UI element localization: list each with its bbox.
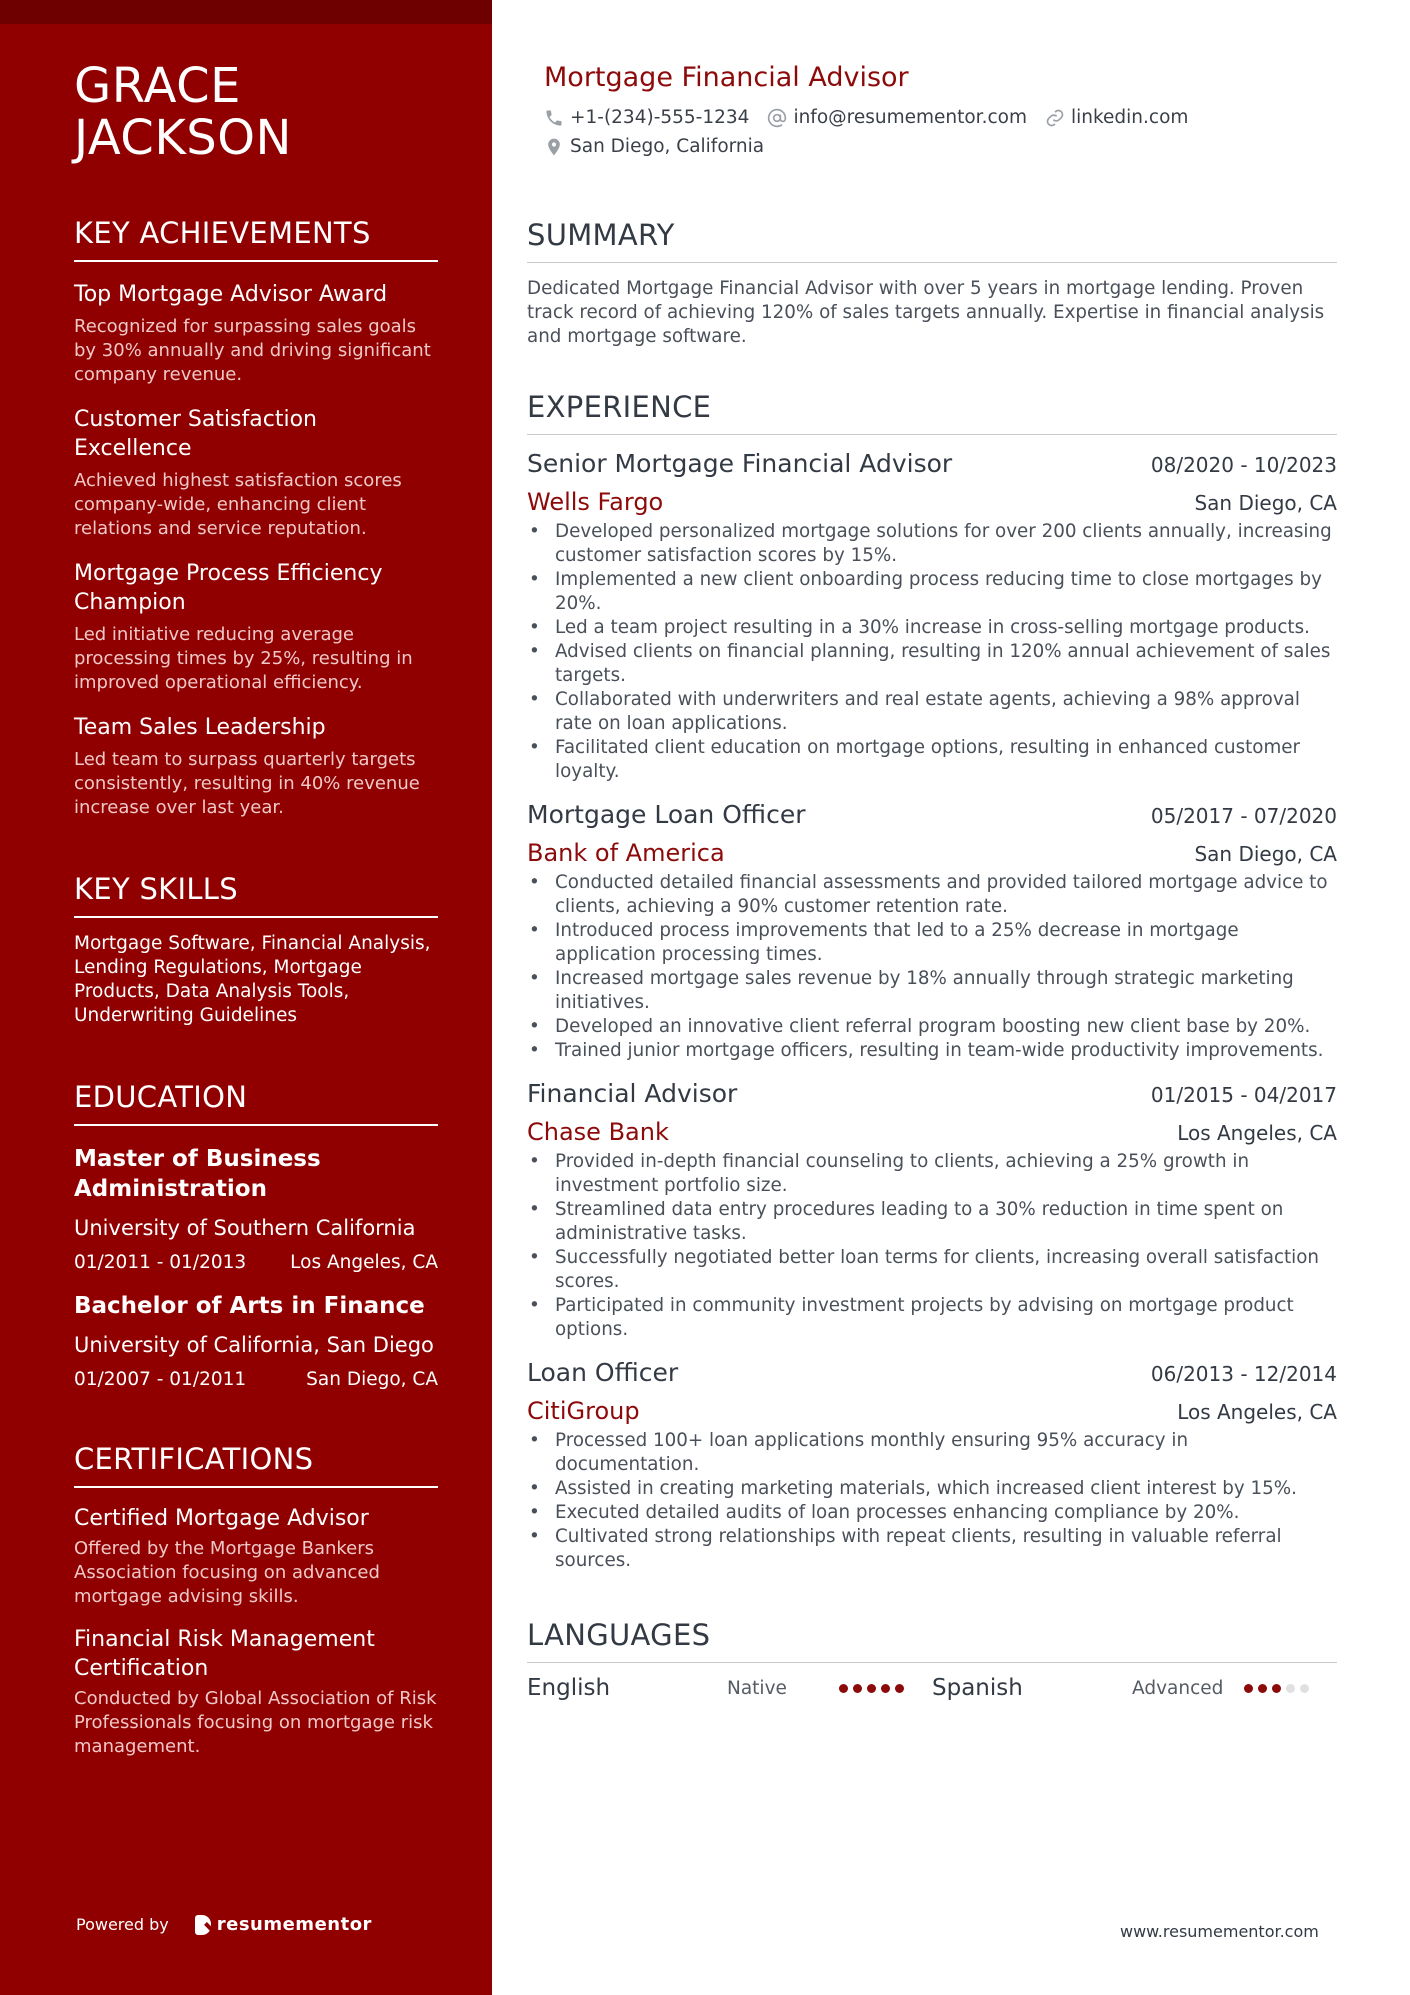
phone-icon (544, 108, 564, 128)
job-bullet: • Participated in community investment projects by advising on mortgage product options. (555, 1294, 1337, 1342)
rating-dot-filled (1244, 1684, 1253, 1693)
contact-row (544, 107, 1188, 128)
location-pin-icon (544, 137, 564, 157)
powered-by (76, 1914, 372, 1935)
languages-row (527, 1675, 1337, 1701)
job-bullet: • Executed detailed audits of loan processes enhancing compliance by 20%. (555, 1501, 1337, 1525)
job-role: Senior Mortgage Financial Advisor (527, 449, 953, 478)
job-bullet: • Developed personalized mortgage solutions for over 200 clients annually, increasing customer satisfaction scores by 15%. (555, 520, 1337, 568)
powered-by-label: Powered by (76, 1915, 169, 1934)
job-bullet: • Developed an innovative client referral program boosting new client base by 20%. (555, 1015, 1337, 1039)
job-subheader (527, 488, 1337, 516)
job-company: Chase Bank (527, 1118, 669, 1146)
contact-linkedin[interactable] (1045, 107, 1188, 128)
rating-dot-empty (1286, 1684, 1295, 1693)
achievement-title: Team Sales Leadership (74, 715, 326, 740)
job-role: Loan Officer (527, 1358, 679, 1387)
summary-heading: SUMMARY (527, 218, 1337, 263)
email-text: info@resumementor.com (793, 107, 1027, 128)
achievement-description: Led initiative reducing average processing times by 25%, resulting in improved operational efficiency. (74, 624, 413, 693)
job-bullets (527, 1150, 1337, 1342)
job-bullet: • Increased mortgage sales revenue by 18% annually through strategic marketing initiatives. (555, 967, 1337, 1015)
achievement-description: Recognized for surpassing sales goals by 30% annually and driving significant company revenue. (74, 316, 431, 385)
contact-phone[interactable] (544, 107, 749, 128)
skills-list: Mortgage Software, Financial Analysis, Lending Regulations, Mortgage Products, Data Analysis Tools, Underwriting Guidelines (74, 933, 431, 1026)
job-bullet: • Processed 100+ loan applications monthly ensuring 95% accuracy in documentation. (555, 1429, 1337, 1477)
candidate-name (74, 60, 438, 164)
rating-dot-filled (895, 1684, 904, 1693)
education-school: University of California, San Diego (74, 1333, 434, 1357)
job-dates: 01/2015 - 04/2017 (1150, 1083, 1337, 1107)
job-dates: 05/2017 - 07/2020 (1150, 804, 1337, 828)
job-bullet: • Collaborated with underwriters and real estate agents, achieving a 98% approval rate on loan applications. (555, 688, 1337, 736)
education-heading: EDUCATION (74, 1080, 438, 1126)
job-header (527, 1079, 1337, 1108)
job-subheader (527, 1118, 1337, 1146)
job-company: Wells Fargo (527, 488, 664, 516)
rating-dot-filled (881, 1684, 890, 1693)
certification-description: Offered by the Mortgage Bankers Association focusing on advanced mortgage advising skills. (74, 1538, 380, 1607)
achievements-list (74, 280, 438, 820)
language-name: English (527, 1675, 611, 1701)
certification-description: Conducted by Global Association of Risk Professionals focusing on mortgage risk management. (74, 1688, 437, 1757)
achievement-description: Achieved highest satisfaction scores company-wide, enhancing client relations and service reputation. (74, 470, 402, 539)
job-header (527, 449, 1337, 478)
rating-dot-filled (853, 1684, 862, 1693)
certifications-list (74, 1504, 438, 1759)
experience-section (527, 390, 1337, 1573)
achievement-description: Led team to surpass quarterly targets consistently, resulting in 40% revenue increase over last year. (74, 749, 420, 818)
job-bullet: • Streamlined data entry procedures leading to a 30% reduction in time spent on administrative tasks. (555, 1198, 1337, 1246)
education-meta (74, 1369, 438, 1390)
job-bullet: • Conducted detailed financial assessments and provided tailored mortgage advice to clients, achieving a 90% customer retention rate. (555, 871, 1337, 919)
job-bullet: • Provided in-depth financial counseling to clients, achieving a 25% growth in investment portfolio size. (555, 1150, 1337, 1198)
brand-logo[interactable] (195, 1914, 372, 1935)
language-level: Advanced (1132, 1677, 1224, 1699)
job-entry (527, 1358, 1337, 1573)
languages-section (527, 1618, 1337, 1701)
job-header (527, 1358, 1337, 1387)
certifications-heading: CERTIFICATIONS (74, 1442, 438, 1488)
education-item (74, 1291, 438, 1390)
phone-text: +1-(234)-555-1234 (570, 107, 750, 128)
job-header (527, 800, 1337, 829)
job-subheader (527, 839, 1337, 867)
job-role: Financial Advisor (527, 1079, 738, 1108)
job-entry (527, 1079, 1337, 1342)
job-bullet: • Facilitated client education on mortgage options, resulting in enhanced customer loyalty. (555, 736, 1337, 784)
job-bullets (527, 520, 1337, 784)
job-bullet: • Assisted in creating marketing materials, which increased client interest by 15%. (555, 1477, 1337, 1501)
certification-title: Certified Mortgage Advisor (74, 1506, 369, 1531)
job-company: Bank of America (527, 839, 725, 867)
education-degree: Master of Business Administration (74, 1146, 321, 1202)
contact-location (544, 136, 764, 157)
job-bullet: • Advised clients on financial planning, resulting in 120% annual achievement of sales targets. (555, 640, 1337, 688)
achievement-item (74, 559, 438, 695)
achievement-item (74, 405, 438, 541)
education-degree: Bachelor of Arts in Finance (74, 1293, 425, 1319)
certification-item (74, 1504, 438, 1609)
link-icon (1045, 108, 1065, 128)
certification-item (74, 1625, 438, 1759)
education-school: University of Southern California (74, 1216, 416, 1240)
contact-row-location (544, 136, 1188, 157)
rating-dot-empty (1300, 1684, 1309, 1693)
education-location: Los Angeles, CA (290, 1252, 438, 1273)
job-bullet: • Introduced process improvements that led to a 25% decrease in mortgage application processing times. (555, 919, 1337, 967)
education-location: San Diego, CA (306, 1369, 438, 1390)
job-location: San Diego, CA (1194, 491, 1337, 515)
sidebar-top-band (0, 0, 492, 24)
job-dates: 08/2020 - 10/2023 (1150, 453, 1337, 477)
resume-header (544, 62, 1188, 157)
language-level: Native (727, 1677, 787, 1699)
job-bullets (527, 871, 1337, 1063)
job-company: CitiGroup (527, 1397, 640, 1425)
languages-heading: LANGUAGES (527, 1618, 1337, 1663)
job-role: Mortgage Loan Officer (527, 800, 806, 829)
job-location: Los Angeles, CA (1177, 1121, 1337, 1145)
achievements-heading: KEY ACHIEVEMENTS (74, 216, 438, 262)
achievement-title: Customer Satisfaction Excellence (74, 407, 317, 461)
rating-dot-filled (1258, 1684, 1267, 1693)
education-item (74, 1144, 438, 1273)
education-meta (74, 1252, 438, 1273)
achievement-title: Top Mortgage Advisor Award (74, 282, 388, 307)
brand-logo-icon (195, 1915, 211, 1935)
summary-text: Dedicated Mortgage Financial Advisor with over 5 years in mortgage lending. Proven track record of achieving 120% of sales targets annually. Expertise in financial analysis and mortgage software. (527, 278, 1325, 347)
education-list (74, 1144, 438, 1390)
achievement-title: Mortgage Process Efficiency Champion (74, 561, 383, 615)
at-sign-icon (767, 108, 787, 128)
sidebar-content (74, 60, 438, 1759)
location-text: San Diego, California (570, 136, 765, 157)
contact-email[interactable] (767, 107, 1027, 128)
rating-dot-filled (1272, 1684, 1281, 1693)
language-name: Spanish (932, 1675, 1023, 1701)
language-rating (839, 1684, 904, 1693)
brand-name: resumementor (216, 1914, 372, 1935)
achievement-item (74, 713, 438, 820)
last-name: JACKSON (74, 110, 292, 166)
job-entry (527, 800, 1337, 1063)
job-location: San Diego, CA (1194, 842, 1337, 866)
job-bullet: • Led a team project resulting in a 30% increase in cross-selling mortgage products. (555, 616, 1337, 640)
job-bullet: • Cultivated strong relationships with repeat clients, resulting in valuable referral sources. (555, 1525, 1337, 1573)
language-item (527, 1675, 932, 1701)
job-subheader (527, 1397, 1337, 1425)
language-item (932, 1675, 1337, 1701)
language-rating (1244, 1684, 1309, 1693)
job-bullet: • Successfully negotiated better loan terms for clients, increasing overall satisfaction scores. (555, 1246, 1337, 1294)
achievement-item (74, 280, 438, 387)
summary-section (527, 218, 1337, 349)
sidebar (0, 0, 492, 1995)
job-location: Los Angeles, CA (1177, 1400, 1337, 1424)
rating-dot-filled (867, 1684, 876, 1693)
experience-heading: EXPERIENCE (527, 390, 1337, 435)
first-name: GRACE (74, 58, 241, 114)
job-bullets (527, 1429, 1337, 1573)
education-dates: 01/2011 - 01/2013 (74, 1252, 247, 1273)
certification-title: Financial Risk Management Certification (74, 1627, 375, 1681)
job-title: Mortgage Financial Advisor (544, 62, 909, 93)
job-bullet: • Trained junior mortgage officers, resulting in team-wide productivity improvements. (555, 1039, 1337, 1063)
skills-heading: KEY SKILLS (74, 872, 438, 918)
footer-url[interactable]: www.resumementor.com (1120, 1922, 1319, 1941)
rating-dot-filled (839, 1684, 848, 1693)
job-entry (527, 449, 1337, 784)
job-dates: 06/2013 - 12/2014 (1150, 1362, 1337, 1386)
education-dates: 01/2007 - 01/2011 (74, 1369, 247, 1390)
linkedin-text: linkedin.com (1070, 107, 1189, 128)
job-bullet: • Implemented a new client onboarding process reducing time to close mortgages by 20%. (555, 568, 1337, 616)
